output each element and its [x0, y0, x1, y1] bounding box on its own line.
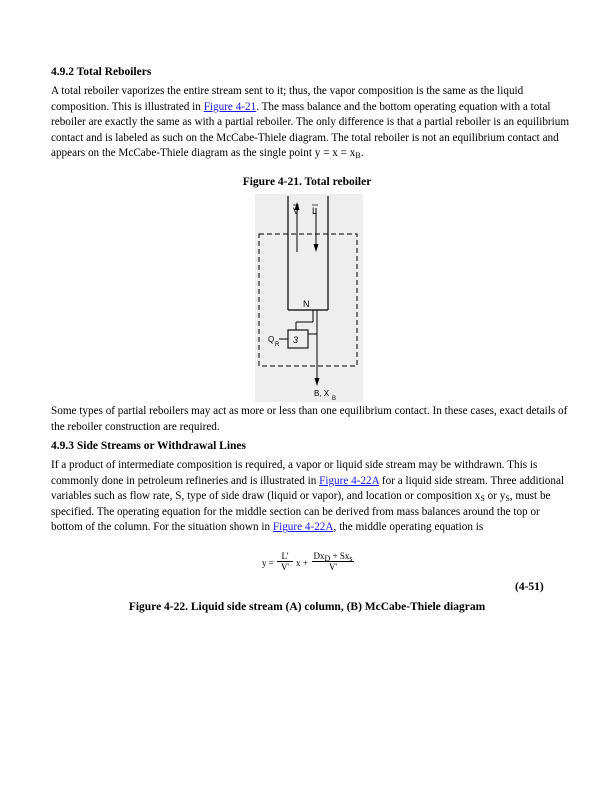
equation-4-51 [262, 551, 354, 575]
numerator-sub-d: D [324, 554, 331, 563]
total-reboiler-diagram [255, 194, 363, 402]
label-heat-q-sub: R [275, 342, 280, 348]
diagram-background [255, 194, 363, 402]
paragraph-partial-reboilers: Some types of partial reboilers may act as more or less than one equilibrium contact. In these cases, exact details of the reboiler construction are required. [51, 405, 568, 433]
paragraph-side-streams [51, 458, 571, 536]
label-reboiler-3: 3 [293, 335, 299, 345]
numerator-plus-sx: + Sx [330, 551, 350, 561]
text-run: . [360, 147, 364, 160]
equation-x-plus: x + [296, 558, 308, 568]
subscript: S [480, 494, 485, 504]
link-figure-4-21[interactable]: Figure 4-21 [203, 100, 257, 113]
subscript: S [505, 494, 510, 504]
label-liquid: L [312, 206, 318, 216]
equation-fraction-1 [277, 551, 293, 573]
equation-number: (4-51) [515, 581, 544, 593]
fraction-2-denominator: V' [328, 562, 338, 572]
subscript: B [355, 151, 361, 161]
paragraph-total-reboilers [51, 84, 571, 162]
equation-fraction-2 [312, 551, 354, 573]
section-heading-side-streams: 4.9.3 Side Streams or Withdrawal Lines [51, 440, 246, 452]
label-vapor: V [293, 206, 300, 216]
section-heading-total-reboilers: 4.9.2 Total Reboilers [51, 66, 152, 78]
text-run: or y [484, 490, 506, 503]
label-heat-q: Q [268, 335, 275, 344]
equation-lhs: y = [262, 558, 274, 568]
text-run: , the middle operating equation is [333, 521, 484, 534]
text-run: for a liquid side stream. Three additional variables such as flow rate, S, type of side draw (liquid or vapor), and location or composition x [51, 474, 565, 503]
figure-4-21-caption: Figure 4-21. Total reboiler [242, 176, 372, 188]
fraction-1-numerator: L' [277, 551, 293, 562]
text-run: , must be specified. The operating equation for the middle section can be derived from mass balances around the top or bottom of the column. For the situation shown in [51, 490, 551, 534]
text-run: . The mass balance and the bottom operating equation with a total reboiler are exactly the same as with a partial reboiler. The only difference is that a partial reboiler is an equilibrium contact and is labeled as such on the McCabe-Thiele diagram. The total reboiler is not an equilibrium contact and appears on the McCabe-Thiele diagram as the single point y = x = x [51, 100, 570, 160]
link-figure-4-22a[interactable]: Figure 4-22A [319, 474, 380, 487]
text-run: A total reboiler vaporizes the entire stream sent to it; thus, the vapor composition is the same as the liquid composition. This is illustrated in [51, 85, 524, 113]
fraction-1-denominator: V' [280, 562, 290, 572]
label-stage-n: N [303, 299, 310, 309]
fraction-2-numerator [312, 551, 354, 562]
label-bottoms-sub: B [332, 396, 337, 402]
text-run: If a product of intermediate composition is required, a vapor or liquid side stream may be withdrawn. This is commonly done in petroleum refineries and is illustrated in [51, 459, 538, 487]
numerator-sub-s: s [349, 554, 353, 563]
link-figure-4-22a-second[interactable]: Figure 4-22A [272, 521, 334, 534]
figure-4-22-caption: Figure 4-22. Liquid side stream (A) column, (B) McCabe-Thiele diagram [128, 601, 486, 613]
label-bottoms: B, X [314, 389, 330, 398]
numerator-dx: Dx [313, 551, 325, 561]
